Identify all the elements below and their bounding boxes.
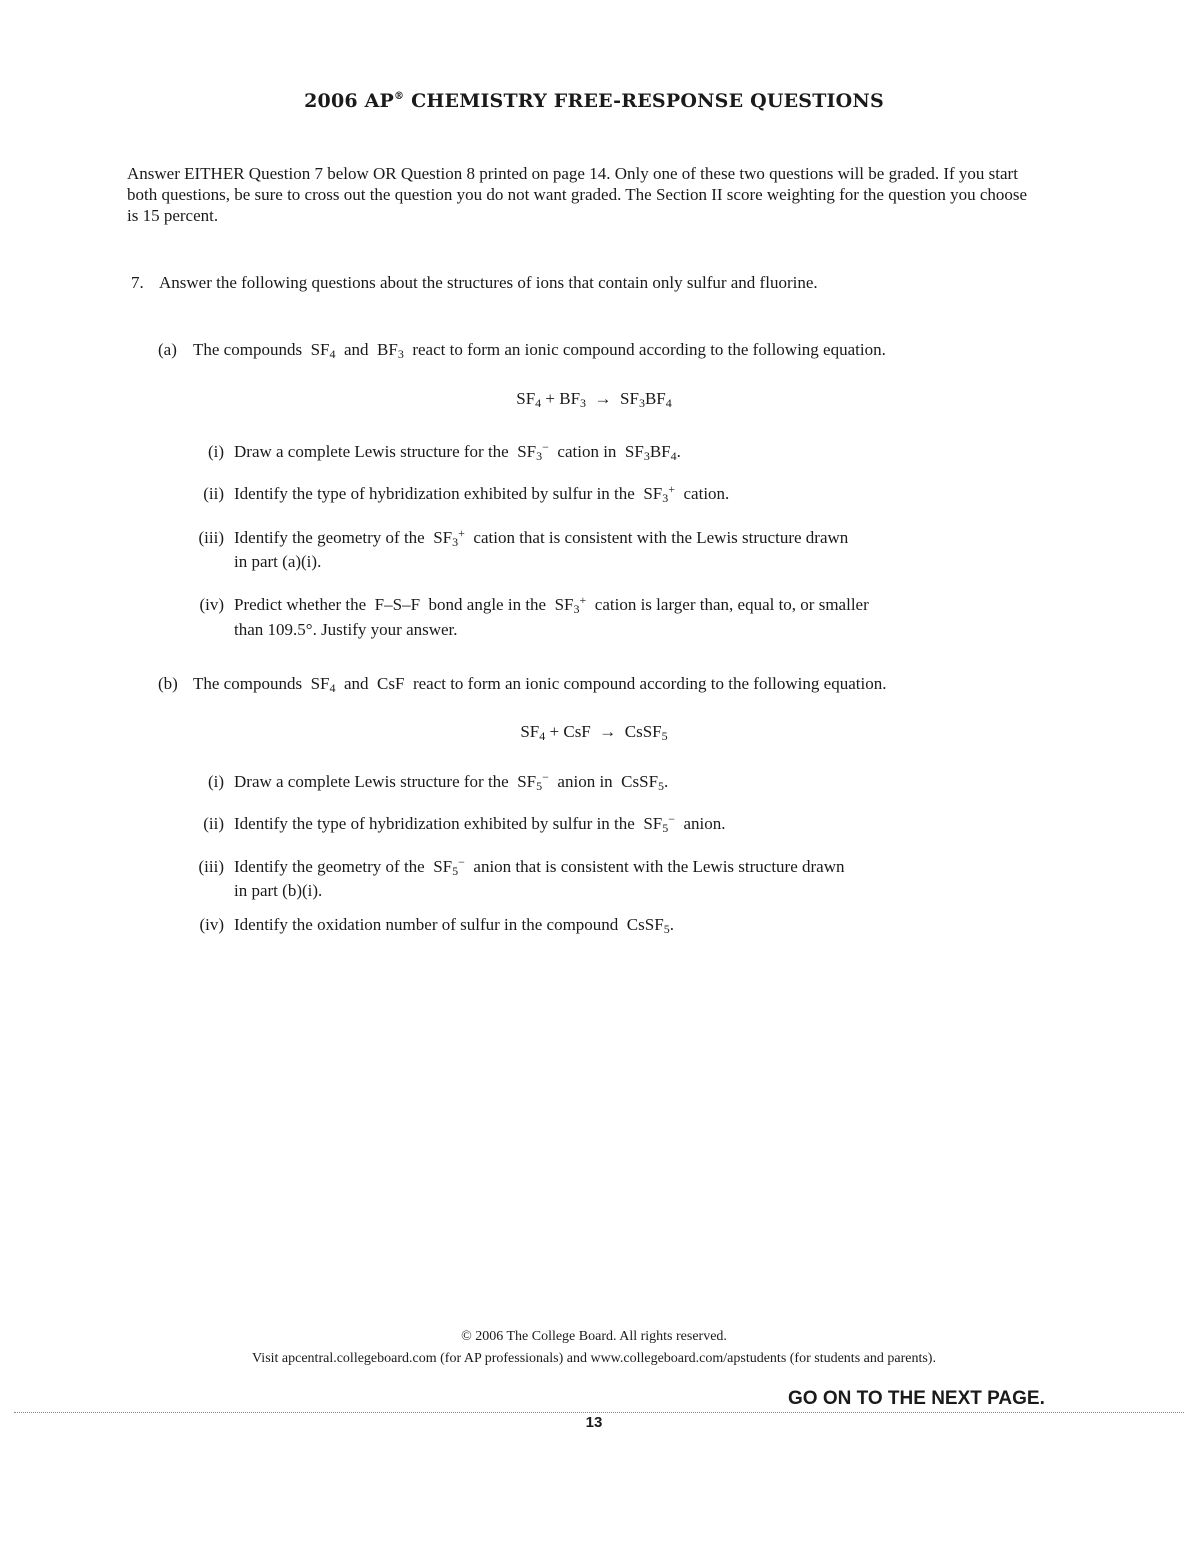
part-b-item-label: (iv) [199,915,224,934]
part-a-item-continuation: than 109.5°. Justify your answer. [234,620,458,639]
equation-a: $SF_4 + BF_3 \to SF_3BF_4$ [516,389,672,410]
part-a-item-label: (iv) [199,595,224,614]
question-stem: Answer the following questions about the structures of ions that contain only sulfur and fluorine. [159,273,818,292]
go-on-notice: GO ON TO THE NEXT PAGE. [788,1388,1045,1409]
part-b-item-text: Draw a complete Lewis structure for the $SF_5^-$ anion in CsSF$_5$. [234,770,669,793]
part-a-item-label: (iii) [198,528,224,547]
copyright-notice: © 2006 The College Board. All rights reserved. [461,1329,727,1344]
part-b-item-continuation: in part (b)(i). [234,881,323,900]
footer-divider [14,1412,1184,1413]
equation-b: $SF_4$ + CsF → CsSF$_5$ [520,722,668,743]
visit-notice: Visit apcentral.collegeboard.com (for AP professionals) and www.collegeboard.com/apstudents (for students and parents). [252,1351,936,1366]
part-a-item-text: Draw a complete Lewis structure for the $SF_3^-$ cation in $SF_3BF_4$. [234,440,681,463]
part-b-item-text: Identify the geometry of the $SF_5^-$ anion that is consistent with the Lewis structure drawn [234,855,845,878]
part-b-item-label: (ii) [203,814,224,833]
part-b-item-label: (i) [207,772,224,791]
part-a-item-continuation: in part (a)(i). [234,552,322,571]
part-a-item-text: Identify the type of hybridization exhibited by sulfur in the $SF_3^+$ cation. [234,482,730,505]
part-b-item-label: (iii) [198,857,224,876]
page-title: 2006 AP® CHEMISTRY FREE-RESPONSE QUESTIONS [304,90,884,112]
part-a-item-text: Predict whether the F–S–F bond angle in the $SF_3^+$ cation is larger than, equal to, or smaller [234,593,869,616]
question-number: 7. [131,273,144,292]
part-a-item-label: (i) [207,442,224,461]
part-b-text: The compounds $SF_4$ and CsF react to form an ionic compound according to the following equation. [193,674,887,695]
page-number: 13 [585,1414,603,1431]
part-a-item-text: Identify the geometry of the $SF_3^+$ cation that is consistent with the Lewis structure drawn [234,526,849,549]
part-a-label: (a) [158,340,177,359]
part-a-item-label: (ii) [203,484,224,503]
intro-paragraph: Answer EITHER Question 7 below OR Question 8 printed on page 14. Only one of these two questions will be graded. If you start both questions, be sure to cross out the question you do not want graded. The Section II score weighting for the question you choose is 15 percent. [127,164,1028,225]
part-b-item-text: Identify the type of hybridization exhibited by sulfur in the $SF_5^-$ anion. [234,812,726,835]
part-b-item-text: Identify the oxidation number of sulfur in the compound CsSF$_5$. [234,915,674,936]
part-a-text: The compounds $SF_4$ and $BF_3$ react to form an ionic compound according to the following equation. [193,340,886,361]
part-b-label: (b) [158,674,178,693]
